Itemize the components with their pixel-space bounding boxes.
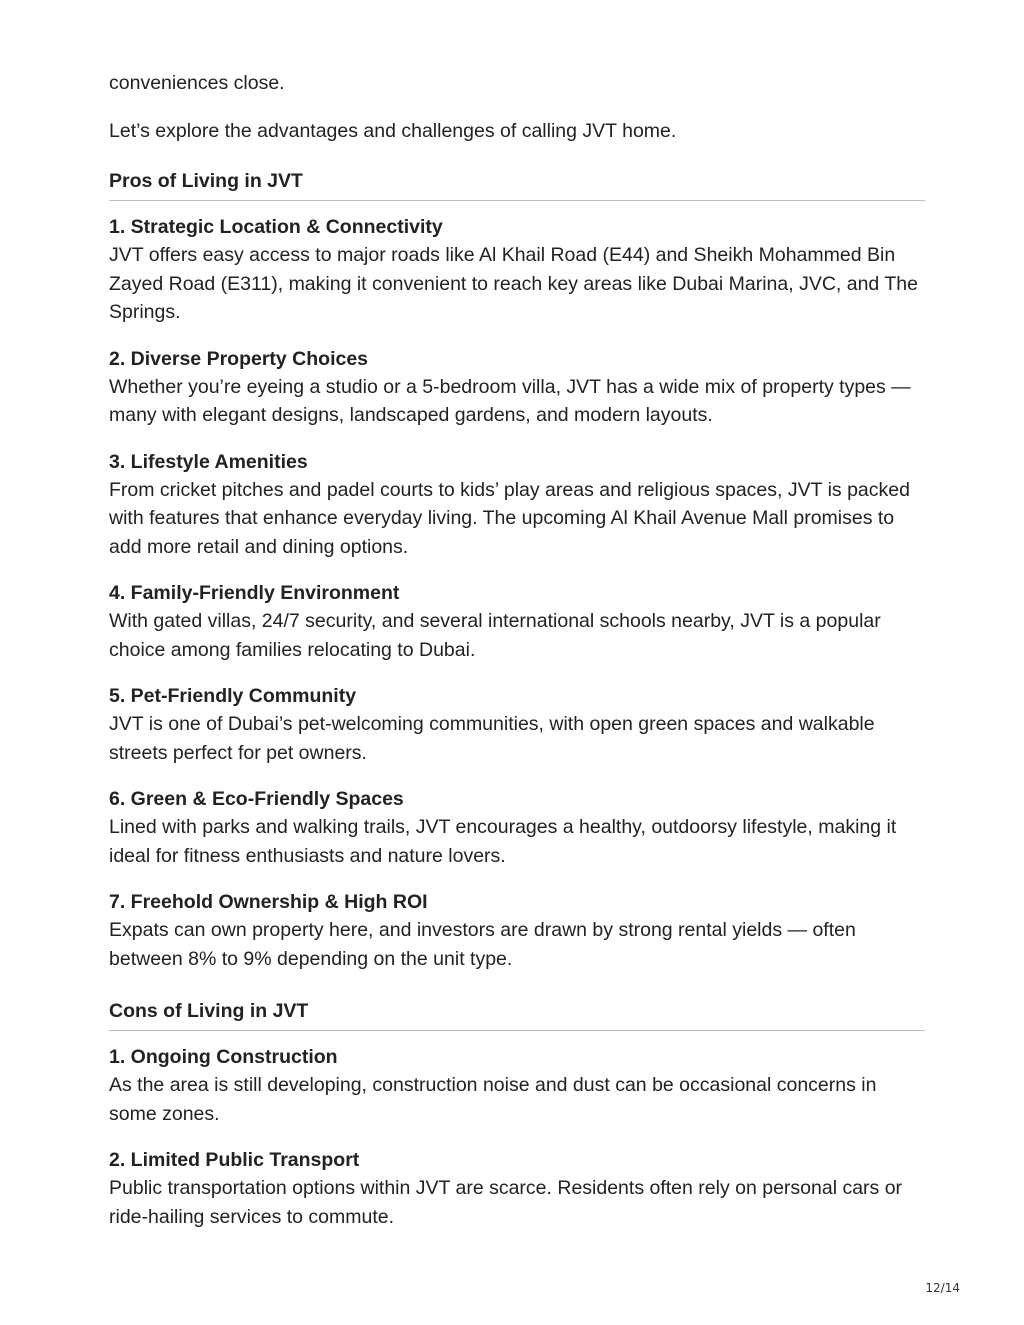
intro-paragraph: Let’s explore the advantages and challenges of calling JVT home. [109, 120, 677, 142]
pros-item-body: With gated villas, 24/7 security, and several international schools nearby, JVT is a popular choice among families relocating to Dubai. [109, 610, 881, 661]
cons-heading: Cons of Living in JVT [109, 998, 925, 1031]
page-number: 12/14 [925, 1281, 960, 1295]
pros-item-body: Lined with parks and walking trails, JVT encourages a healthy, outdoorsy lifestyle, making it ideal for fitness enthusiasts and nature lovers. [109, 816, 897, 867]
cons-item-body: Public transportation options within JVT are scarce. Residents often rely on personal cars or ride-hailing services to commute. [109, 1177, 903, 1228]
cons-item-title: 1. Ongoing Construction [109, 1046, 338, 1068]
cons-section [109, 998, 925, 1231]
pros-section [109, 168, 925, 973]
pros-item-body: JVT is one of Dubai’s pet-welcoming communities, with open green spaces and walkable streets perfect for pet owners. [109, 713, 875, 764]
pros-item-title: 4. Family-Friendly Environment [109, 582, 400, 604]
cons-item-title: 2. Limited Public Transport [109, 1149, 360, 1171]
pros-item-title: 2. Diverse Property Choices [109, 347, 369, 370]
pros-item [109, 449, 925, 562]
pros-item [109, 786, 925, 870]
pros-heading: Pros of Living in JVT [109, 168, 925, 201]
pros-item-title: 3. Lifestyle Amenities [109, 450, 308, 473]
pros-item-title: 5. Pet-Friendly Community [109, 685, 357, 707]
intro-continuation: conveniences close. [109, 72, 285, 94]
pros-item-body: Whether you’re eyeing a studio or a 5-bedroom villa, JVT has a wide mix of property types — many with elegant designs, landscaped gardens, and modern layouts. [109, 375, 911, 426]
cons-item [109, 1044, 925, 1128]
pros-item [109, 889, 925, 973]
pros-item-title: 6. Green & Eco-Friendly Spaces [109, 788, 404, 810]
pros-item [109, 214, 925, 327]
pros-item-title: 7. Freehold Ownership & High ROI [109, 891, 428, 913]
pros-item-title: 1. Strategic Location & Connectivity [109, 216, 443, 238]
pros-item [109, 580, 925, 664]
cons-item-body: As the area is still developing, construction noise and dust can be occasional concerns in some zones. [109, 1074, 877, 1125]
cons-item [109, 1147, 925, 1231]
pros-item-body: From cricket pitches and padel courts to kids’ play areas and religious spaces, JVT is packed with features that enhance everyday living. The upcoming Al Khail Avenue Mall promises to add more retail and dining options. [109, 478, 910, 558]
pros-item [109, 346, 925, 430]
pros-item-body: Expats can own property here, and investors are drawn by strong rental yields — often between 8% to 9% depending on the unit type. [109, 919, 856, 970]
pros-item-body: JVT offers easy access to major roads like Al Khail Road (E44) and Sheikh Mohammed Bin Zayed Road (E311), making it convenient to reach key areas like Dubai Marina, JVC, and The Springs. [109, 244, 918, 323]
pros-item [109, 683, 925, 767]
